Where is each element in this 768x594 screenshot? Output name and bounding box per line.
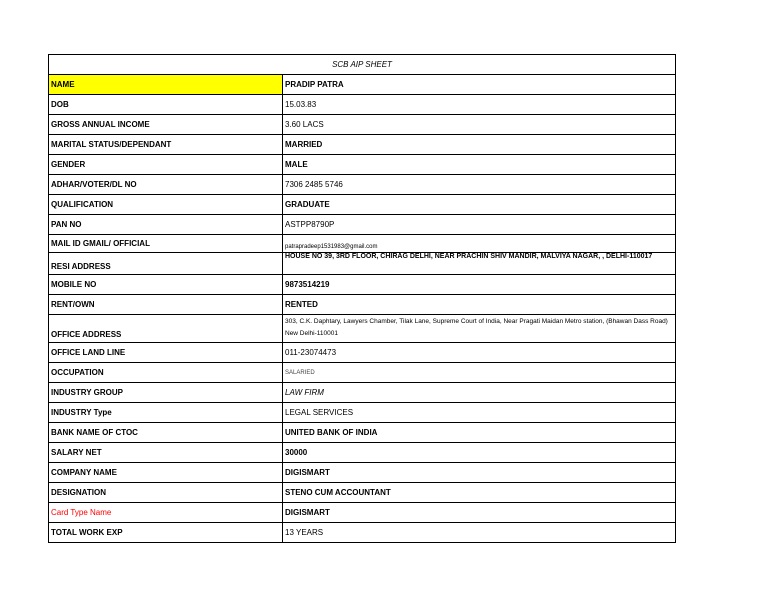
value-income: 3.60 LACS xyxy=(283,115,676,135)
value-office-address: 303, C.K. Daphtary, Lawyers Chamber, Tilak Lane, Supreme Court of India, Near Pragati Maidan Metro station, (Bhawan Dass Road) New Delhi-110001 xyxy=(283,315,676,343)
label-landline: OFFICE LAND LINE xyxy=(49,343,283,363)
value-marital: MARRIED xyxy=(283,135,676,155)
value-card-type: DIGISMART xyxy=(283,503,676,523)
value-work-exp: 13 YEARS xyxy=(283,523,676,543)
label-occupation: OCCUPATION xyxy=(49,363,283,383)
title-row xyxy=(49,55,676,75)
table-row-mobile xyxy=(49,275,676,295)
label-card-type: Card Type Name xyxy=(49,503,283,523)
table-row-pan xyxy=(49,215,676,235)
value-rent: RENTED xyxy=(283,295,676,315)
label-pan: PAN NO xyxy=(49,215,283,235)
label-rent: RENT/OWN xyxy=(49,295,283,315)
table-row-landline xyxy=(49,343,676,363)
value-company: DIGISMART xyxy=(283,463,676,483)
table-row-qualification xyxy=(49,195,676,215)
value-designation: STENO CUM ACCOUNTANT xyxy=(283,483,676,503)
value-industry-type: LEGAL SERVICES xyxy=(283,403,676,423)
label-name: NAME xyxy=(49,75,283,95)
table-row-income xyxy=(49,115,676,135)
label-id: ADHAR/VOTER/DL NO xyxy=(49,175,283,195)
table-row-bank xyxy=(49,423,676,443)
label-mobile: MOBILE NO xyxy=(49,275,283,295)
label-income: GROSS ANNUAL INCOME xyxy=(49,115,283,135)
value-salary: 30000 xyxy=(283,443,676,463)
label-gender: GENDER xyxy=(49,155,283,175)
table-row-name xyxy=(49,75,676,95)
label-industry-group: INDUSTRY GROUP xyxy=(49,383,283,403)
value-mail: patrapradeep1531983@gmail.com xyxy=(283,235,676,253)
value-industry-group: LAW FIRM xyxy=(283,383,676,403)
label-office-address: OFFICE ADDRESS xyxy=(49,315,283,343)
table-row-card-type xyxy=(49,503,676,523)
value-resi: HOUSE NO 39, 3RD FLOOR, CHIRAG DELHI, NEAR PRACHIN SHIV MANDIR, MALVIYA NAGAR, , DELHI-110017 xyxy=(283,253,676,275)
value-qualification: GRADUATE xyxy=(283,195,676,215)
value-name: PRADIP PATRA xyxy=(283,75,676,95)
value-bank: UNITED BANK OF INDIA xyxy=(283,423,676,443)
label-company: COMPANY NAME xyxy=(49,463,283,483)
value-id: 7306 2485 5746 xyxy=(283,175,676,195)
sheet-title: SCB AIP SHEET xyxy=(49,55,676,75)
value-dob: 15.03.83 xyxy=(283,95,676,115)
aip-sheet-table xyxy=(48,54,676,543)
table-row-gender xyxy=(49,155,676,175)
label-work-exp: TOTAL WORK EXP xyxy=(49,523,283,543)
table-row-id xyxy=(49,175,676,195)
label-dob: DOB xyxy=(49,95,283,115)
table-row-office-address xyxy=(49,315,676,343)
table-row-mail xyxy=(49,235,676,253)
table-row-salary xyxy=(49,443,676,463)
label-mail: MAIL ID GMAIL/ OFFICIAL xyxy=(49,235,283,253)
table-row-rent xyxy=(49,295,676,315)
label-designation: DESIGNATION xyxy=(49,483,283,503)
value-gender: MALE xyxy=(283,155,676,175)
table-row-resi xyxy=(49,253,676,275)
table-row-marital xyxy=(49,135,676,155)
label-salary: SALARY NET xyxy=(49,443,283,463)
label-bank: BANK NAME OF CTOC xyxy=(49,423,283,443)
label-qualification: QUALIFICATION xyxy=(49,195,283,215)
value-landline: 011-23074473 xyxy=(283,343,676,363)
value-occupation: SALARIED xyxy=(283,363,676,383)
label-resi: RESI ADDRESS xyxy=(49,253,283,275)
label-industry-type: INDUSTRY Type xyxy=(49,403,283,423)
value-mobile: 9873514219 xyxy=(283,275,676,295)
table-row-occupation xyxy=(49,363,676,383)
table-row-industry-type xyxy=(49,403,676,423)
value-pan: ASTPP8790P xyxy=(283,215,676,235)
table-row-company xyxy=(49,463,676,483)
table-row-dob xyxy=(49,95,676,115)
table-row-work-exp xyxy=(49,523,676,543)
label-marital: MARITAL STATUS/DEPENDANT xyxy=(49,135,283,155)
table-row-industry-group xyxy=(49,383,676,403)
table-row-designation xyxy=(49,483,676,503)
